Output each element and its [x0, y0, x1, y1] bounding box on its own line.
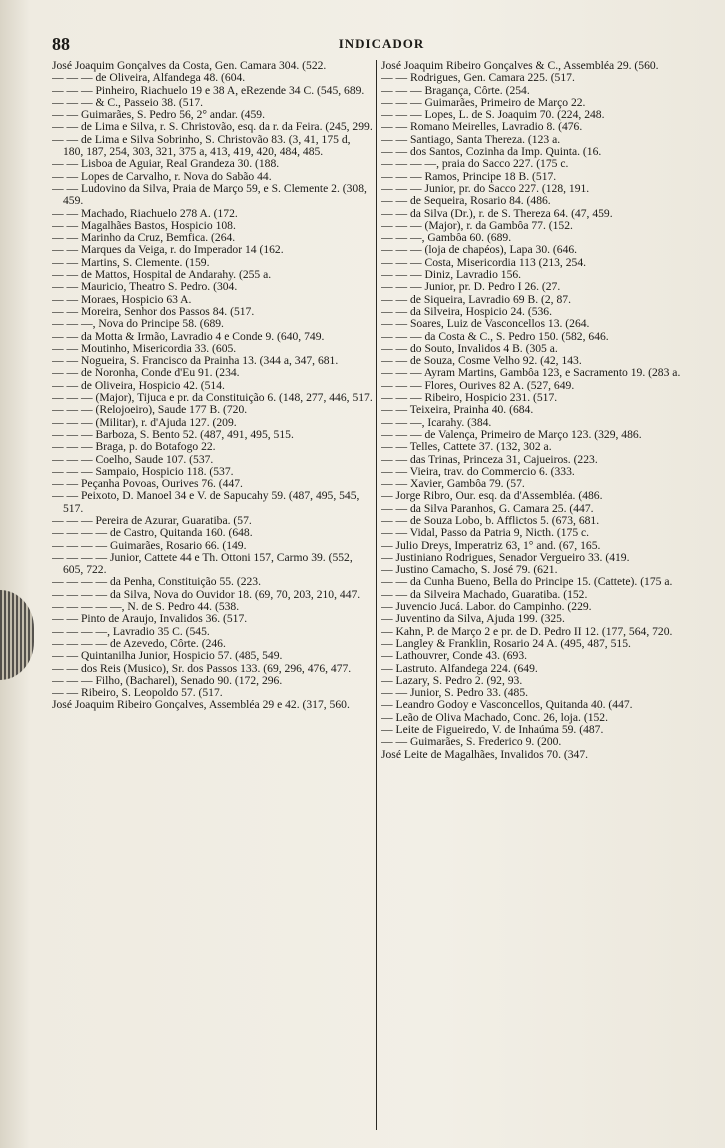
directory-entry: — — dos Santos, Cozinha da Imp. Quinta. (16. — [381, 145, 602, 159]
directory-entry: — — Lopes de Carvalho, r. Nova do Sabão 44. — [52, 169, 272, 183]
directory-entry: — Justiniano Rodrigues, Senador Vergueiro 33. (419. — [381, 550, 630, 564]
column-divider — [376, 60, 377, 1130]
directory-entry: — — Machado, Riachuelo 278 A. (172. — [52, 206, 238, 220]
directory-entry: — — Martins, S. Clemente. (159. — [52, 255, 210, 269]
directory-entry: — — — Ayram Martins, Gambôa 123, e Sacramento 19. (283 a. — [381, 366, 681, 380]
directory-entry: — — — Junior, pr. D. Pedro I 26. (27. — [381, 280, 561, 294]
directory-entry: — — —, Icarahy. (384. — [381, 415, 492, 429]
directory-entry: — — —, Nova do Principe 58. (689. — [52, 317, 224, 331]
directory-entry: — Kahn, P. de Março 2 e pr. de D. Pedro II 12. (177, 564, 720. — [381, 624, 673, 638]
directory-entry: — — Peçanha Povoas, Ourives 76. (447. — [52, 477, 243, 491]
directory-entry: — Lastruto. Alfandega 224. (649. — [381, 661, 538, 675]
directory-entry: — Justino Camacho, S. José 79. (621. — [381, 563, 558, 577]
directory-entry: — — dos Reis (Musico), Sr. dos Passos 133. (69, 296, 476, 477. — [52, 661, 352, 675]
directory-entry: — — da Silveira Machado, Guaratiba. (152. — [381, 587, 588, 601]
directory-entry: — — Junior, S. Pedro 33. (485. — [381, 686, 529, 700]
directory-entry: — — Vieira, trav. do Commercio 6. (333. — [381, 464, 575, 478]
directory-entry: — — de Souza, Cosme Velho 92. (42, 143. — [381, 354, 582, 368]
left-column — [52, 60, 373, 1130]
directory-entry: — — — Coelho, Saude 107. (537. — [52, 452, 214, 466]
directory-entry: — — Quintanilha Junior, Hospicio 57. (485, 549. — [52, 649, 283, 663]
directory-entry: — — Ribeiro, S. Leopoldo 57. (517. — [52, 686, 223, 700]
directory-entry: — Lazary, S. Pedro 2. (92, 93. — [381, 673, 523, 687]
directory-entry: — — — de Oliveira, Alfandega 48. (604. — [52, 71, 246, 85]
directory-entry: — — — Flores, Ourives 82 A. (527, 649. — [381, 378, 575, 392]
directory-entry: — — —, Gambôa 60. (689. — [381, 231, 512, 245]
directory-entry: — — Guimarães, S. Pedro 56, 2° andar. (459. — [52, 108, 265, 122]
directory-entry: — — — — de Azevedo, Côrte. (246. — [52, 636, 226, 650]
directory-entry: — — Mauricio, Theatro S. Pedro. (304. — [52, 280, 238, 294]
directory-entry: — — — Junior, pr. do Sacco 227. (128, 191. — [381, 181, 590, 195]
directory-entry: José Joaquim Ribeiro Gonçalves, Assembléa 29 e 42. (317, 560. — [52, 698, 350, 712]
directory-entry: — — Santiago, Santa Thereza. (123 a. — [381, 132, 561, 146]
directory-entry: José Joaquim Ribeiro Gonçalves & C., Assembléa 29. (560. — [381, 60, 659, 72]
directory-entry: — — Guimarães, S. Frederico 9. (200. — [381, 735, 562, 749]
directory-entry: — — Ludovino da Silva, Praia de Março 59, e S. Clemente 2. (308, 459. — [52, 181, 367, 208]
running-title: INDICADOR — [338, 36, 425, 51]
directory-entry: — — Soares, Luiz de Vasconcellos 13. (264. — [381, 317, 590, 331]
directory-entry: — Juventino da Silva, Ajuda 199. (325. — [381, 612, 565, 626]
directory-entry: — — da Motta & Irmão, Lavradio 4 e Conde 9. (640, 749. — [52, 329, 325, 343]
directory-entry: — — de Noronha, Conde d'Eu 91. (234. — [52, 366, 240, 380]
directory-entry: — — de Siqueira, Lavradio 69 B. (2, 87. — [381, 292, 571, 306]
directory-entry: — — — (Major), r. da Gambôa 77. (152. — [381, 218, 573, 232]
directory-entry: — — — Costa, Misericordia 113 (213, 254. — [381, 255, 587, 269]
directory-entry: — — — Braga, p. do Botafogo 22. — [52, 440, 216, 454]
directory-entry: — — Xavier, Gambôa 79. (57. — [381, 477, 525, 491]
directory-entry: — — Romano Meirelles, Lavradio 8. (476. — [381, 120, 583, 134]
directory-entry: — — da Silva Paranhos, G. Camara 25. (447. — [381, 501, 594, 515]
directory-entry: — — — Sampaio, Hospicio 118. (537. — [52, 464, 234, 478]
directory-entry: — — de Lima e Silva Sobrinho, S. Christovão 83. (3, 41, 175 d, 180, 187, 254, 303, 321, 375 a, 413, 419, 420, 484, 485. — [52, 132, 351, 159]
directory-entry: — — — — de Castro, Quitanda 160. (648. — [52, 526, 253, 540]
directory-entry: — — Telles, Cattete 37. (132, 302 a. — [381, 440, 552, 454]
directory-entry: — — — Pinheiro, Riachuelo 19 e 38 A, eRezende 34 C. (545, 689. — [52, 83, 365, 97]
directory-entry: — Leite de Figueiredo, V. de Inhaúma 59. (487. — [381, 723, 604, 737]
directory-entry: — — Nogueira, S. Francisco da Prainha 13. (344 a, 347, 681. — [52, 354, 339, 368]
directory-entry: — — de Lima e Silva, r. S. Christovão, esq. da r. da Feira. (245, 299. — [52, 120, 373, 134]
directory-entry: — — Moraes, Hospicio 63 A. — [52, 292, 192, 306]
directory-entry: — — — Lopes, L. de S. Joaquim 70. (224, 248. — [381, 108, 605, 122]
directory-entry: — — — Barboza, S. Bento 52. (487, 491, 495, 515. — [52, 427, 294, 441]
directory-entry: — — — Filho, (Bacharel), Senado 90. (172, 296. — [52, 673, 283, 687]
directory-entry: — — — —, praia do Sacco 227. (175 c. — [381, 157, 569, 171]
directory-entry: — — — — Junior, Cattete 44 e Th. Ottoni 157, Carmo 39. (552, 605, 722. — [52, 550, 353, 577]
directory-entry: — — de Mattos, Hospital de Andarahy. (255 a. — [52, 268, 272, 282]
directory-entry: — — — —, Lavradio 35 C. (545. — [52, 624, 210, 638]
page-number: 88 — [52, 34, 70, 54]
directory-entry: — — — Guimarães, Primeiro de Março 22. — [381, 95, 586, 109]
directory-entry: — — — Bragança, Côrte. (254. — [381, 83, 530, 97]
directory-entry: — — — — da Penha, Constituição 55. (223. — [52, 575, 261, 589]
directory-entry: José Joaquim Gonçalves da Costa, Gen. Camara 304. (522. — [52, 60, 327, 72]
directory-entry: — — de Sequeira, Rosario 84. (486. — [381, 194, 551, 208]
directory-entry: — — Marques da Veiga, r. do Imperador 14 (162. — [52, 243, 284, 257]
directory-entry: — — Rodrigues, Gen. Camara 225. (517. — [381, 71, 575, 85]
directory-entry: — — da Cunha Bueno, Bella do Principe 15. (Cattete). (175 a. — [381, 575, 673, 589]
directory-entry: — — Teixeira, Prainha 40. (684. — [381, 403, 534, 417]
right-column — [381, 60, 715, 1130]
directory-entry: — — Pinto de Araujo, Invalidos 36. (517. — [52, 612, 248, 626]
directory-entry: — — Moutinho, Misericordia 33. (605. — [52, 341, 237, 355]
page-header — [52, 34, 711, 56]
directory-entry: — — da Silveira, Hospicio 24. (536. — [381, 304, 552, 318]
directory-entry: — Leão de Oliva Machado, Conc. 26, loja. (152. — [381, 710, 608, 724]
directory-entry: — — — (Relojoeiro), Saude 177 B. (720. — [52, 403, 248, 417]
directory-entry: — — — — da Silva, Nova do Ouvidor 18. (69, 70, 203, 210, 447. — [52, 587, 361, 601]
directory-entry: — — — — Guimarães, Rosario 66. (149. — [52, 538, 247, 552]
directory-entry: — — de Souza Lobo, b. Afflictos 5. (673, 681. — [381, 513, 600, 527]
directory-entry: — — Magalhães Bastos, Hospicio 108. — [52, 218, 236, 232]
directory-entry: — — Moreira, Senhor dos Passos 84. (517. — [52, 304, 255, 318]
directory-entry: — — Marinho da Cruz, Bemfica. (264. — [52, 231, 236, 245]
directory-entry: — — — & C., Passeio 38. (517. — [52, 95, 204, 109]
directory-entry: — — Peixoto, D. Manoel 34 e V. de Sapucahy 59. (487, 495, 545, 517. — [52, 489, 360, 515]
binding-thread-mark — [0, 590, 34, 680]
directory-entry: — — — Ramos, Principe 18 B. (517. — [381, 169, 557, 183]
directory-entry: — — de Oliveira, Hospicio 42. (514. — [52, 378, 225, 392]
directory-entry: — — — Diniz, Lavradio 156. — [381, 268, 522, 282]
directory-entry: José Leite de Magalhães, Invalidos 70. (347. — [381, 747, 589, 761]
directory-entry: — Lathouvrer, Conde 43. (693. — [381, 649, 528, 663]
directory-entry: — — Lisboa de Aguiar, Real Grandeza 30. (188. — [52, 157, 280, 171]
directory-entry: — — da Silva (Dr.), r. de S. Thereza 64. (47, 459. — [381, 206, 613, 220]
directory-entry: — Juvencio Jucá. Labor. do Campinho. (229. — [381, 600, 592, 614]
directory-entry: — Jorge Ribro, Our. esq. da d'Assembléa. (486. — [381, 489, 603, 503]
directory-entry: — — — — —, N. de S. Pedro 44. (538. — [52, 600, 240, 614]
directory-entry: — Leandro Godoy e Vasconcellos, Quitanda 40. (447. — [381, 698, 633, 712]
directory-entry: — — Vidal, Passo da Patria 9, Nicth. (175 c. — [381, 526, 590, 540]
directory-entry: — — — de Valença, Primeiro de Março 123. (329, 486. — [381, 427, 642, 441]
directory-entry: — — — Pereira de Azurar, Guaratiba. (57. — [52, 513, 252, 527]
directory-entry: — Langley & Franklin, Rosario 24 A. (495, 487, 515. — [381, 636, 631, 650]
directory-entry: — — — (Major), Tijuca e pr. da Constituição 6. (148, 277, 446, 517. — [52, 391, 373, 405]
directory-entry: — — do Souto, Invalidos 4 B. (305 a. — [381, 341, 558, 355]
directory-entry: — — das Trinas, Princeza 31, Cajueiros. (223. — [381, 452, 598, 466]
directory-entry: — Julio Dreys, Imperatriz 63, 1° and. (67, 165. — [381, 538, 601, 552]
directory-entry: — — — Ribeiro, Hospicio 231. (517. — [381, 391, 558, 405]
directory-entry: — — — (Militar), r. d'Ajuda 127. (209. — [52, 415, 237, 429]
directory-entry: — — — da Costa & C., S. Pedro 150. (582, 646. — [381, 329, 609, 343]
directory-entry: — — — (loja de chapéos), Lapa 30. (646. — [381, 243, 578, 257]
